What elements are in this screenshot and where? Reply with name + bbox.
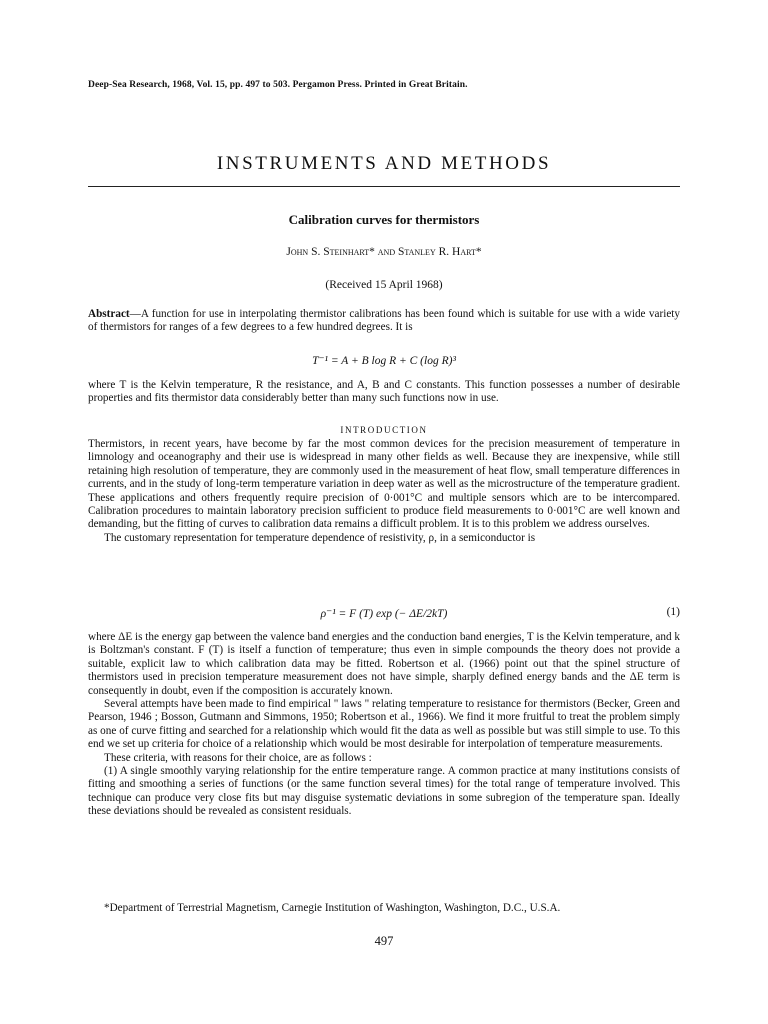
paper-title: Calibration curves for thermistors [288,212,480,227]
running-head: Deep-Sea Research, 1968, Vol. 15, pp. 497 to 503. Pergamon Press. Printed in Great Britain. [88,80,468,90]
abstract-label: Abstract [88,308,130,320]
intro-paragraph-2: The customary representation for temperature dependence of resistivity, ρ, in a semiconductor is [104,531,536,544]
received-date: (Received 15 April 1968) [325,279,443,291]
equation-number: (1) [666,606,680,618]
introduction-heading: INTRODUCTION [340,425,428,435]
section-rule [88,186,680,187]
abstract-continuation: where T is the Kelvin temperature, R the resistance, and A, B and C constants. This function possesses a number of desirable properties and fits thermistor data considerably better than many such functions now in use. [88,379,680,405]
intro-paragraph-4: Several attempts have been made to find empirical " laws " relating temperature to resistance for thermistors (Becker, Green and Pearson, 1946 ; Bosson, Gutmann and Simmons, 1950; Robertson et al., 1966). We find it more fruitful to treat the problem simply as one of curve fitting and searched for a relationship which would fit the data as well as possible but was still simple to use. To this end we set up criteria for choice of a relationship which would be most desirable for interpolation of temperature measurements. [88,698,680,751]
abstract-equation: T⁻¹ = A + B log R + C (log R)³ [312,355,456,367]
intro-paragraph-1: Thermistors, in recent years, have become by far the most common devices for the precision measurement of temperature in limnology and oceanography and their use is widespread in many other fields as well. Because they are inexpensive, while still retaining high resolution of temperature, they are commonly used in the measurement of heat flow, small temperature differences in currents, and in the study of long-term temperature variation in deep water as well as the microstructure of the temperature gradient. These applications and others frequently require precision of 0·001°C and multiple sensors which are to be intercompared. Calibration procedures to maintain laboratory precision sufficient to produce field measurements to 0·001°C are well known and demanding, but the fitting of curves to calibration data remains a difficult problem. It is to this problem we address ourselves. [88,438,680,531]
intro-paragraph-5: These criteria, with reasons for their choice, are as follows : [104,751,372,764]
section-title: INSTRUMENTS AND METHODS [216,153,552,174]
abstract-text: —A function for use in interpolating thermistor calibrations has been found which is suitable for use with a wide variety of thermistors for ranges of a few degrees to a few hundred degrees. It is [88,308,680,334]
resistivity-equation: ρ⁻¹ = F (T) exp (− ΔE/2kT) [320,608,448,620]
page-number: 497 [374,934,394,948]
introduction-body-top [88,438,680,545]
author-affiliation-footnote: *Department of Terrestrial Magnetism, Carnegie Institution of Washington, Washington, D.C., U.S.A. [104,902,561,914]
intro-paragraph-3: where ΔE is the energy gap between the valence band energies and the conduction band energies, T is the Kelvin temperature, and k is Boltzman's constant. F (T) is itself a function of temperature; thus even in simple compounds the theory does not provide a suitable, explicit law to which calibration data may be fitted. Robertson et al. (1966) point out that the spinel structure of thermistors used in precision temperature measurement does not have simple, sharply defined energy bands and the ΔE term is consequently in doubt, even if the composition is accurately known. [88,631,680,697]
author-line: John S. Steinhart* and Stanley R. Hart* [286,246,482,258]
introduction-body-bottom [88,631,680,819]
intro-paragraph-6: (1) A single smoothly varying relationship for the entire temperature range. A common practice at many institutions consists of fitting and smoothing a series of functions (or the same function several times) for the total range of temperature involved. This technique can produce very close fits but may disguise systematic deviations in some subregion of the temperature span. Ideally these deviations should be revealed as consistent residuals. [88,765,680,818]
abstract-paragraph [88,308,680,335]
journal-page [88,0,680,1024]
